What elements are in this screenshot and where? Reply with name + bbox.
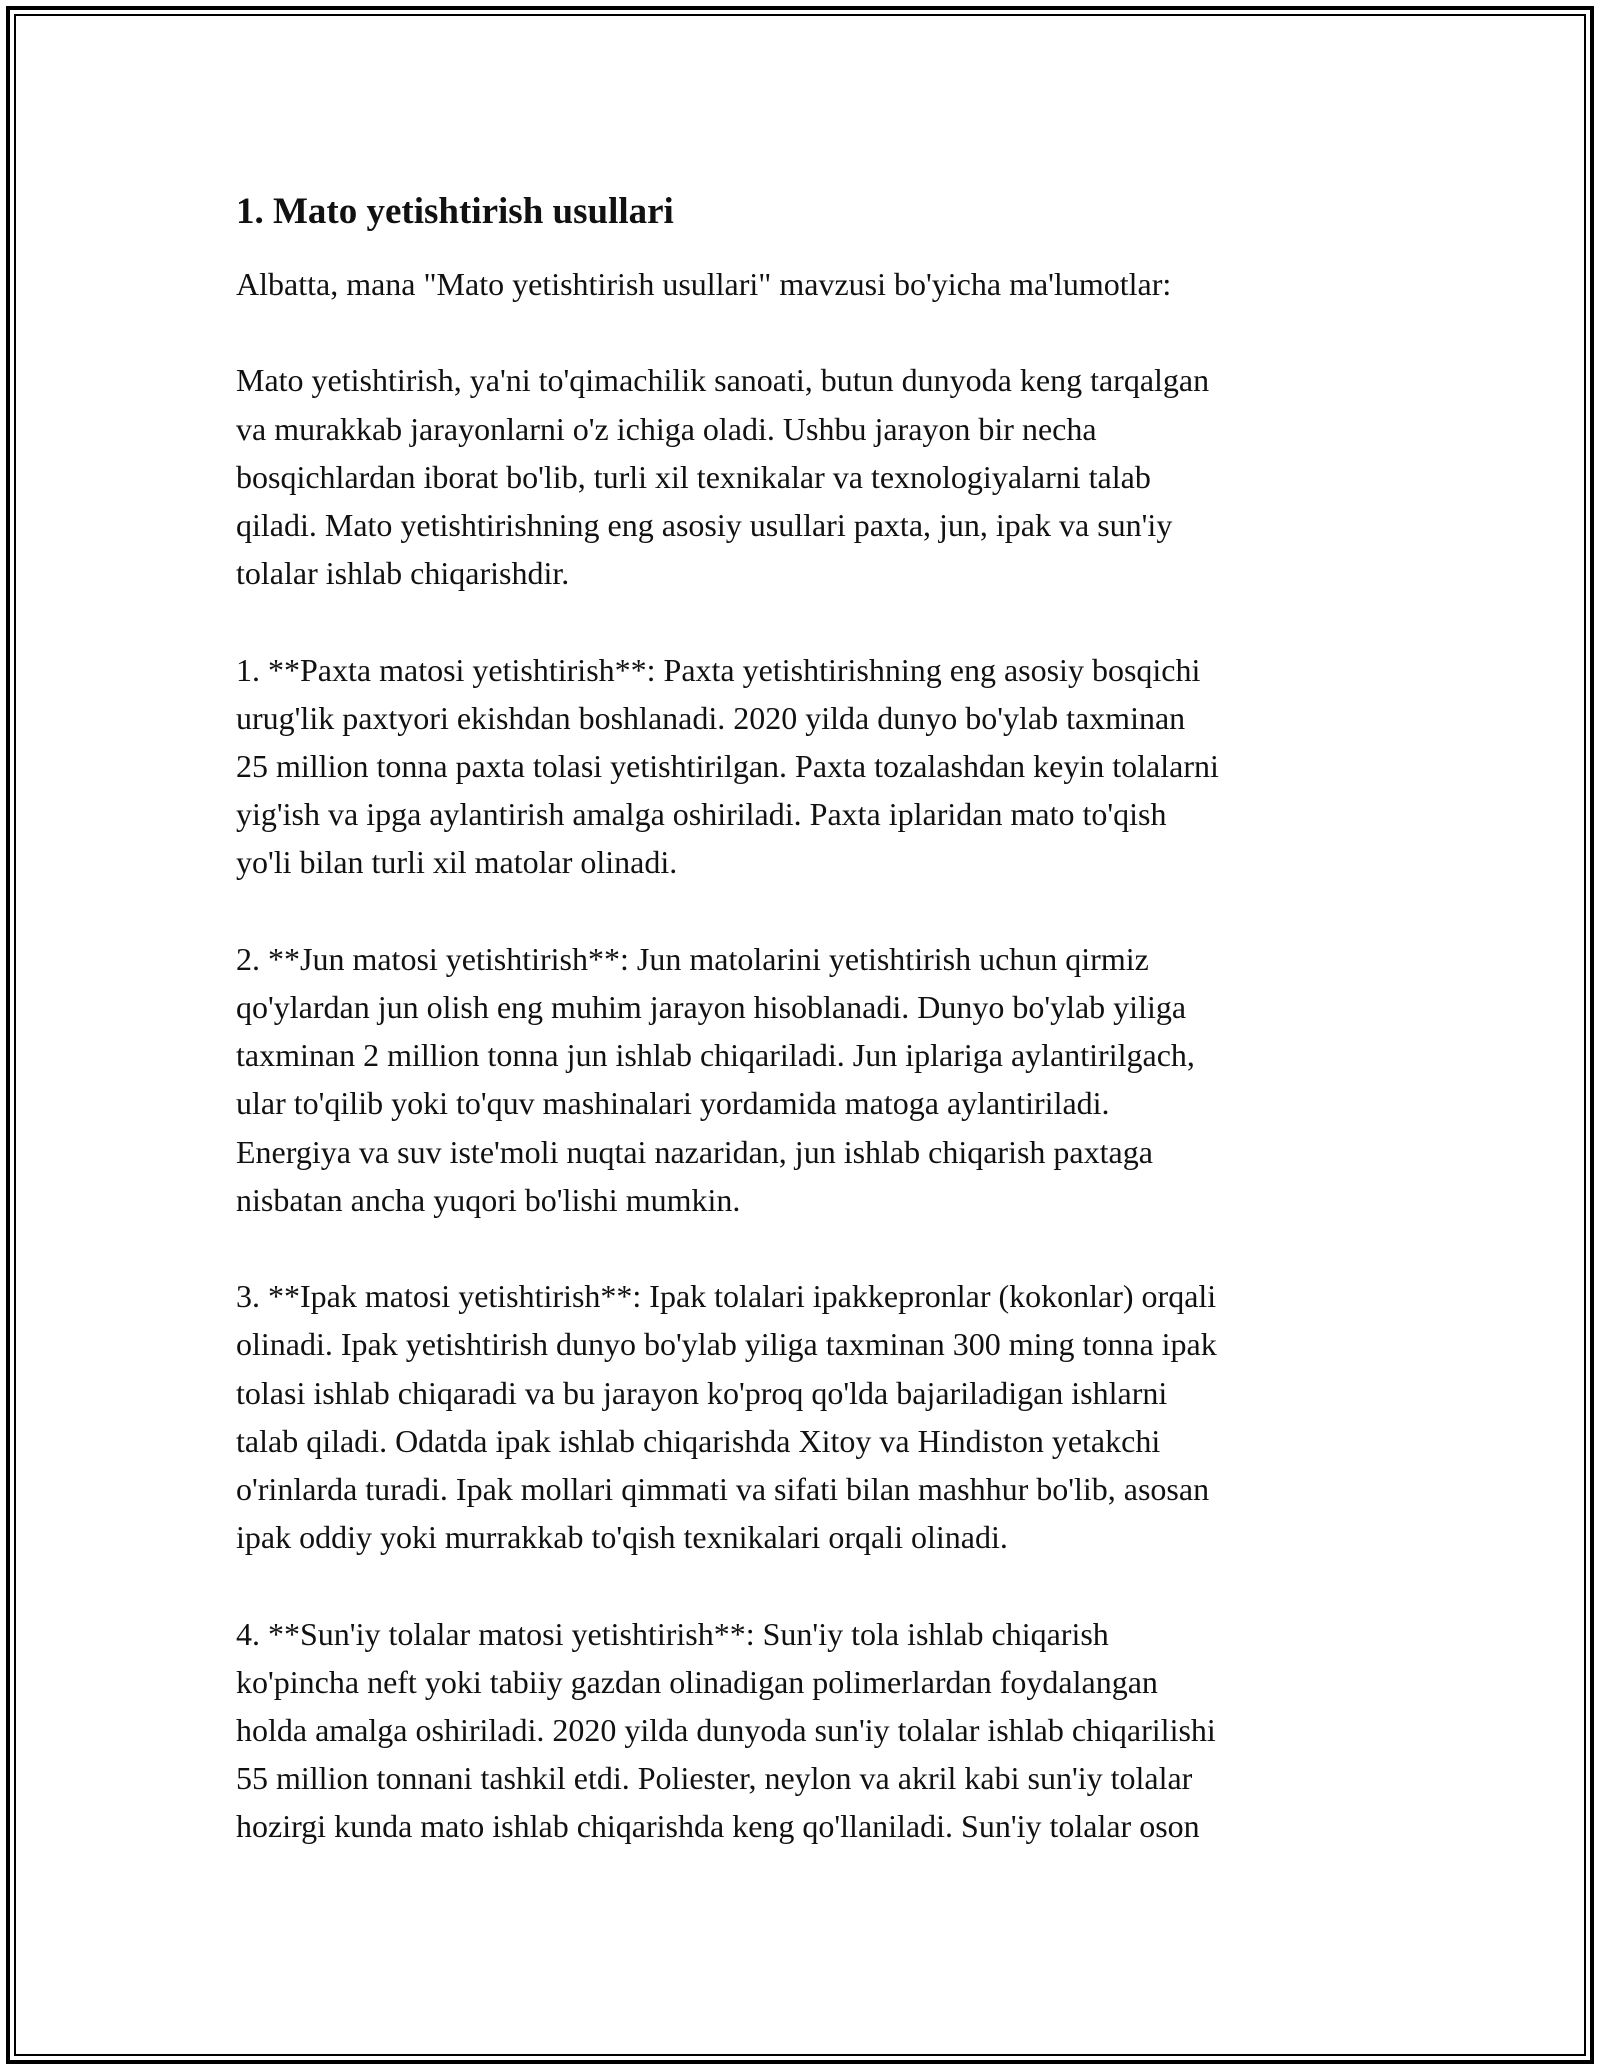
synthetic-fibers-paragraph: 4. **Sun'iy tolalar matosi yetishtirish**: Sun'iy tola ishlab chiqarish ko'pincha neft yoki tabiiy gazdan olinadigan polimerlardan foydalangan holda amalga oshiriladi. 2020 yilda dunyoda sun'iy tolalar ishlab chiqarilishi 55 million tonnani tashkil etdi. Poliester, neylon va akril kabi sun'iy tolalar hozirgi kunda mato ishlab chiqarishda keng qo'llaniladi. Sun'iy tolalar oson xyxy=(236,1615,1216,1845)
wool-paragraph: 2. **Jun matosi yetishtirish**: Jun matolarini yetishtirish uchun qirmiz qo'ylardan jun olish eng muhim jarayon hisoblanadi. Dunyo bo'ylab yiliga taxminan 2 million tonna jun ishlab chiqariladi. Jun iplariga aylantirilgach, ular to'qilib yoki to'quv mashinalari yordamida matoga aylantiriladi. Energiya va suv iste'moli nuqtai nazaridan, jun ishlab chiqarish paxtaga nisbatan ancha yuqori bo'lishi mumkin. xyxy=(236,940,1195,1218)
document-body xyxy=(236,188,1376,1851)
document-title: 1. Mato yetishtirish usullari xyxy=(236,191,674,232)
overview-paragraph: Mato yetishtirish, ya'ni to'qimachilik sanoati, butun dunyoda keng tarqalgan va murakkab jarayonlarni o'z ichiga oladi. Ushbu jarayon bir necha bosqichlardan iborat bo'lib, turli xil texnikalar va texnologiyalarni talab qiladi. Mato yetishtirishning eng asosiy usullari paxta, jun, ipak va sun'iy tolalar ishlab chiqarishdir. xyxy=(236,362,1210,592)
cotton-paragraph: 1. **Paxta matosi yetishtirish**: Paxta yetishtirishning eng asosiy bosqichi urug'lik paxtyori ekishdan boshlanadi. 2020 yilda dunyo bo'ylab taxminan 25 million tonna paxta tolasi yetishtirilgan. Paxta tozalashdan keyin tolalarni yig'ish va ipga aylantirish amalga oshiriladi. Paxta iplaridan mato to'qish yo'li bilan turli xil matolar olinadi. xyxy=(236,651,1219,881)
intro-paragraph: Albatta, mana "Mato yetishtirish usullari" mavzusi bo'yicha ma'lumotlar: xyxy=(236,266,1172,302)
silk-paragraph: 3. **Ipak matosi yetishtirish**: Ipak tolalari ipakkepronlar (kokonlar) orqali olinadi. Ipak yetishtirish dunyo bo'ylab yiliga taxminan 300 ming tonna ipak tolasi ishlab chiqaradi va bu jarayon ko'proq qo'lda bajariladigan ishlarni talab qiladi. Odatda ipak ishlab chiqarishda Xitoy va Hindiston yetakchi o'rinlarda turadi. Ipak mollari qimmati va sifati bilan mashhur bo'lib, asosan ipak oddiy yoki murrakkab to'qish texnikalari orqali olinadi. xyxy=(236,1278,1217,1556)
